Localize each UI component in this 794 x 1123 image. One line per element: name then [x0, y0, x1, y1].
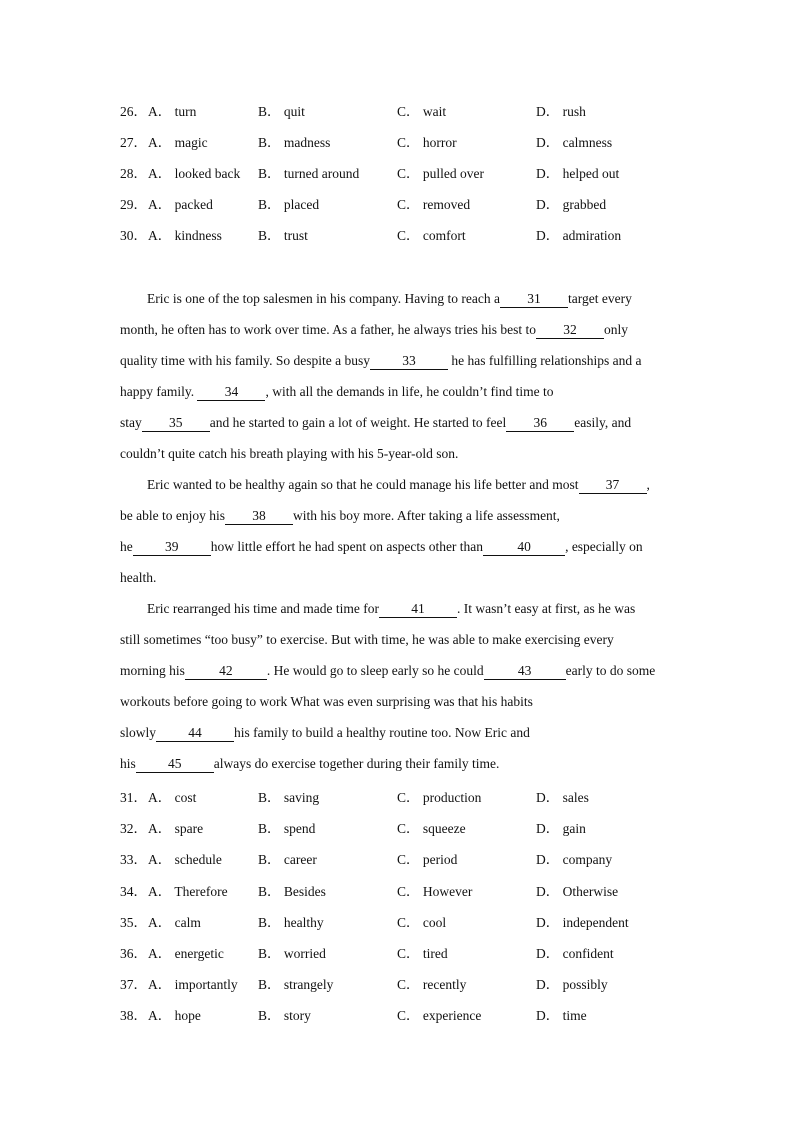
passage-text: and he started to gain a lot of weight. He started to feel: [209, 415, 507, 430]
option-c: C． pulled over: [397, 166, 484, 181]
option-d: D． rush: [536, 104, 586, 119]
passage-line: [120, 568, 156, 588]
option-a: A． calm: [148, 915, 201, 930]
blank-38[interactable]: 38: [225, 507, 293, 525]
option-a: A． kindness: [148, 228, 222, 243]
passage-line: [120, 754, 499, 774]
passage-line: [120, 351, 641, 371]
option-b: B． madness: [258, 135, 331, 150]
question-number: 28．: [120, 166, 147, 181]
passage-text: target every: [568, 291, 632, 306]
question-number: 29．: [120, 197, 147, 212]
option-c: C． horror: [397, 135, 457, 150]
passage-text: . He would go to sleep early so he could: [266, 663, 484, 678]
option-a: A． hope: [148, 1008, 201, 1023]
blank-32[interactable]: 32: [536, 321, 604, 339]
option-a: A． packed: [148, 197, 213, 212]
passage-line: [120, 723, 530, 743]
blank-43[interactable]: 43: [484, 662, 566, 680]
option-b: B． trust: [258, 228, 308, 243]
option-a: A． schedule: [148, 852, 222, 867]
passage-line: [120, 382, 554, 402]
passage-line: [147, 599, 635, 619]
passage-text: workouts before going to work What was even surprising was that his habits: [120, 694, 533, 709]
option-c: C． removed: [397, 197, 471, 212]
blank-33[interactable]: 33: [370, 352, 448, 370]
passage-text: happy family.: [120, 384, 198, 399]
option-b: B． spend: [258, 821, 316, 836]
passage-line: [120, 692, 533, 712]
option-c: C． squeeze: [397, 821, 466, 836]
blank-31[interactable]: 31: [500, 290, 568, 308]
passage-text: early to do some: [565, 663, 656, 678]
passage-text: easily, and: [574, 415, 632, 430]
option-b: B． turned around: [258, 166, 360, 181]
blank-39[interactable]: 39: [133, 538, 211, 556]
option-d: D． helped out: [536, 166, 620, 181]
option-c: C． experience: [397, 1008, 482, 1023]
option-b: B． story: [258, 1008, 311, 1023]
passage-text: always do exercise together during their family time.: [213, 756, 500, 771]
passage-text: still sometimes “too busy” to exercise. But with time, he was able to make exercising every: [120, 632, 614, 647]
passage-text: be able to enjoy his: [120, 508, 225, 523]
question-number: 35．: [120, 915, 147, 930]
passage-line: [120, 320, 628, 340]
passage-text: Eric rearranged his time and made time for: [147, 601, 380, 616]
option-d: D． admiration: [536, 228, 622, 243]
passage-text: month, he often has to work over time. As a father, he always tries his best to: [120, 322, 536, 337]
passage-text: stay: [120, 415, 142, 430]
passage-text: his: [120, 756, 136, 771]
option-c: C． tired: [397, 946, 448, 961]
option-d: D． independent: [536, 915, 629, 930]
passage-line: [120, 413, 631, 433]
passage-line: [147, 475, 650, 495]
blank-41[interactable]: 41: [379, 600, 457, 618]
option-c: C． recently: [397, 977, 467, 992]
passage-text: , especially on: [565, 539, 643, 554]
question-number: 37．: [120, 977, 147, 992]
question-number: 34．: [120, 884, 147, 899]
passage-text: how little effort he had spent on aspects other than: [210, 539, 484, 554]
option-b: B． quit: [258, 104, 305, 119]
blank-35[interactable]: 35: [142, 414, 210, 432]
passage-line: [120, 661, 655, 681]
blank-34[interactable]: 34: [197, 383, 265, 401]
option-c: C． comfort: [397, 228, 466, 243]
option-a: A． importantly: [148, 977, 238, 992]
blank-42[interactable]: 42: [185, 662, 267, 680]
question-number: 31．: [120, 790, 147, 805]
question-number: 36．: [120, 946, 147, 961]
passage-text: morning his: [120, 663, 185, 678]
option-c: C． wait: [397, 104, 447, 119]
option-c: C． period: [397, 852, 458, 867]
blank-45[interactable]: 45: [136, 755, 214, 773]
passage-text: , with all the demands in life, he couldn’t find time to: [265, 384, 554, 399]
blank-40[interactable]: 40: [483, 538, 565, 556]
option-a: A． magic: [148, 135, 208, 150]
passage-line: [120, 506, 560, 526]
option-a: A． looked back: [148, 166, 241, 181]
option-a: A． turn: [148, 104, 197, 119]
option-d: D． company: [536, 852, 613, 867]
passage-text: . It wasn’t easy at first, as he was: [457, 601, 636, 616]
passage-text: he: [120, 539, 133, 554]
passage-line: [147, 289, 632, 309]
option-c: C． cool: [397, 915, 447, 930]
option-b: B． worried: [258, 946, 326, 961]
passage-line: [120, 444, 458, 464]
passage-text: only: [604, 322, 629, 337]
question-number: 26．: [120, 104, 147, 119]
option-b: B． Besides: [258, 884, 326, 899]
passage-text: Eric wanted to be healthy again so that he could manage his life better and most: [147, 477, 579, 492]
question-number: 38．: [120, 1008, 147, 1023]
passage-text: quality time with his family. So despite a busy: [120, 353, 370, 368]
option-d: D． gain: [536, 821, 586, 836]
option-b: B． placed: [258, 197, 320, 212]
passage-text: couldn’t quite catch his breath playing with his 5-year-old son.: [120, 446, 459, 461]
question-number: 33．: [120, 852, 147, 867]
option-c: C． production: [397, 790, 482, 805]
option-a: A． energetic: [148, 946, 224, 961]
option-d: D． confident: [536, 946, 614, 961]
option-a: A． cost: [148, 790, 197, 805]
passage-text: with his boy more. After taking a life assessment,: [292, 508, 560, 523]
passage-text: ,: [646, 477, 650, 492]
passage-text: health.: [120, 570, 157, 585]
blank-36[interactable]: 36: [506, 414, 574, 432]
option-d: D． sales: [536, 790, 589, 805]
blank-37[interactable]: 37: [579, 476, 647, 494]
option-c: C． However: [397, 884, 473, 899]
option-d: D． time: [536, 1008, 587, 1023]
option-d: D． Otherwise: [536, 884, 619, 899]
passage-text: he has fulfilling relationships and a: [447, 353, 642, 368]
passage-text: slowly: [120, 725, 157, 740]
option-d: D． calmness: [536, 135, 613, 150]
option-a: A． spare: [148, 821, 204, 836]
option-d: D． grabbed: [536, 197, 607, 212]
question-number: 30．: [120, 228, 147, 243]
option-b: B． career: [258, 852, 317, 867]
option-a: A． Therefore: [148, 884, 228, 899]
question-number: 32．: [120, 821, 147, 836]
option-b: B． healthy: [258, 915, 324, 930]
option-b: B． saving: [258, 790, 320, 805]
passage-text: Eric is one of the top salesmen in his company. Having to reach a: [147, 291, 501, 306]
passage-text: his family to build a healthy routine too. Now Eric and: [234, 725, 530, 740]
blank-44[interactable]: 44: [156, 724, 234, 742]
passage-line: [120, 630, 614, 650]
option-d: D． possibly: [536, 977, 608, 992]
option-b: B． strangely: [258, 977, 334, 992]
passage-line: [120, 537, 643, 557]
question-number: 27．: [120, 135, 147, 150]
